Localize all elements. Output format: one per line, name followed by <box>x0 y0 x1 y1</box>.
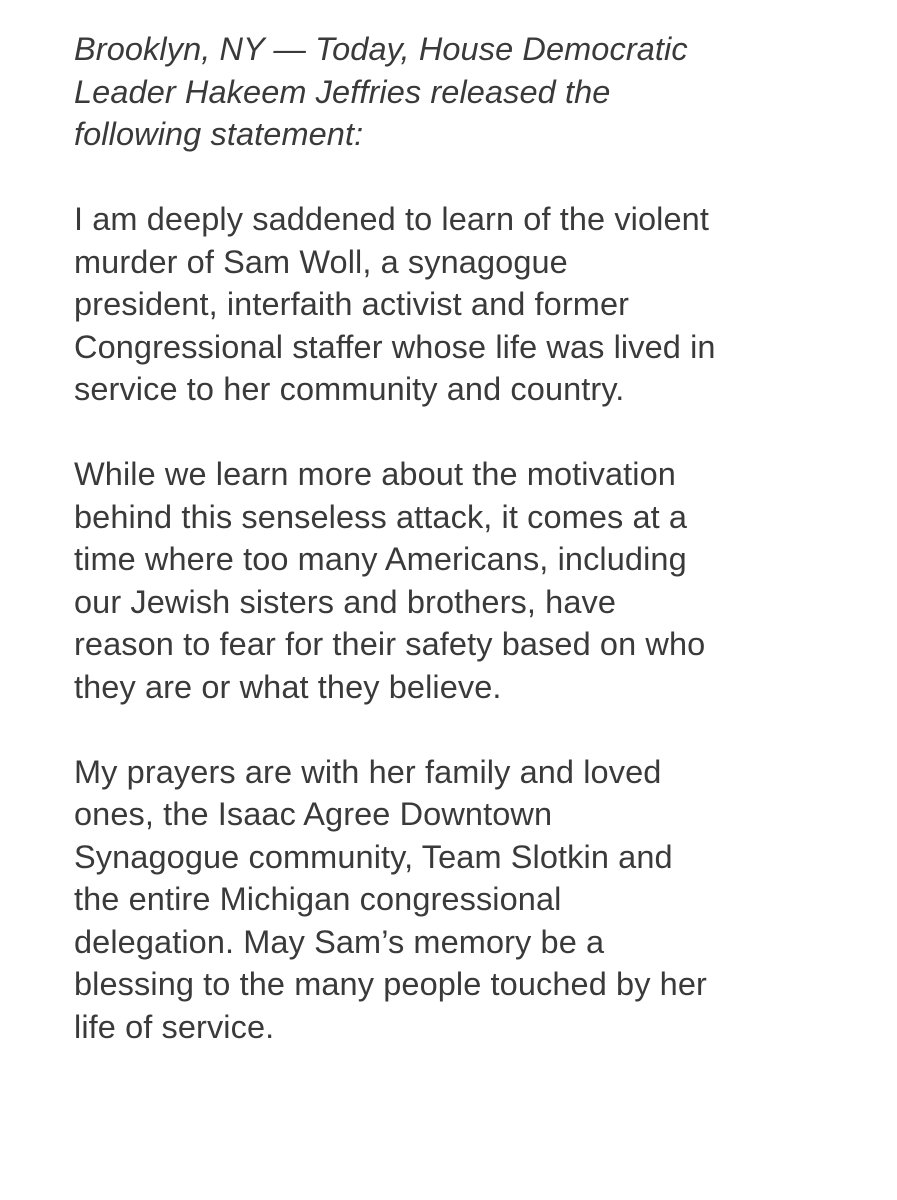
paragraph-line: I am deeply saddened to learn of the violent <box>74 201 709 237</box>
paragraph-line: service to her community and country. <box>74 371 625 407</box>
statement-intro <box>74 28 874 156</box>
intro-line: following statement: <box>74 116 364 152</box>
paragraph-line: our Jewish sisters and brothers, have <box>74 583 617 620</box>
statement-paragraph-3 <box>74 751 874 1049</box>
statement-paragraph-2 <box>74 453 874 708</box>
paragraph-line: ones, the Isaac Agree Downtown <box>74 796 553 832</box>
paragraph-line: My prayers are with her family and loved <box>74 753 662 790</box>
intro-line: Brooklyn, NY — Today, House Democratic <box>74 31 688 67</box>
paragraph-line: delegation. May Sam’s memory be a <box>74 923 605 960</box>
paragraph-line: behind this senseless attack, it comes at a <box>74 498 688 535</box>
paragraph-line: time where too many Americans, including <box>74 541 687 577</box>
paragraph-line: president, interfaith activist and former <box>74 286 630 322</box>
intro-line: Leader Hakeem Jeffries released the <box>74 73 611 110</box>
paragraph-line: the entire Michigan congressional <box>74 881 562 917</box>
paragraph-line: While we learn more about the motivation <box>74 456 676 492</box>
statement-paragraph-1 <box>74 198 874 411</box>
paragraph-line: they are or what they believe. <box>74 668 502 705</box>
paragraph-line: life of service. <box>74 1008 275 1045</box>
paragraph-line: blessing to the many people touched by her <box>74 966 707 1002</box>
press-statement <box>74 28 874 1048</box>
paragraph-line: reason to fear for their safety based on who <box>74 626 706 662</box>
paragraph-line: Congressional staffer whose life was lived in <box>74 328 716 365</box>
paragraph-line: Synagogue community, Team Slotkin and <box>74 838 673 875</box>
paragraph-line: murder of Sam Woll, a synagogue <box>74 243 568 280</box>
